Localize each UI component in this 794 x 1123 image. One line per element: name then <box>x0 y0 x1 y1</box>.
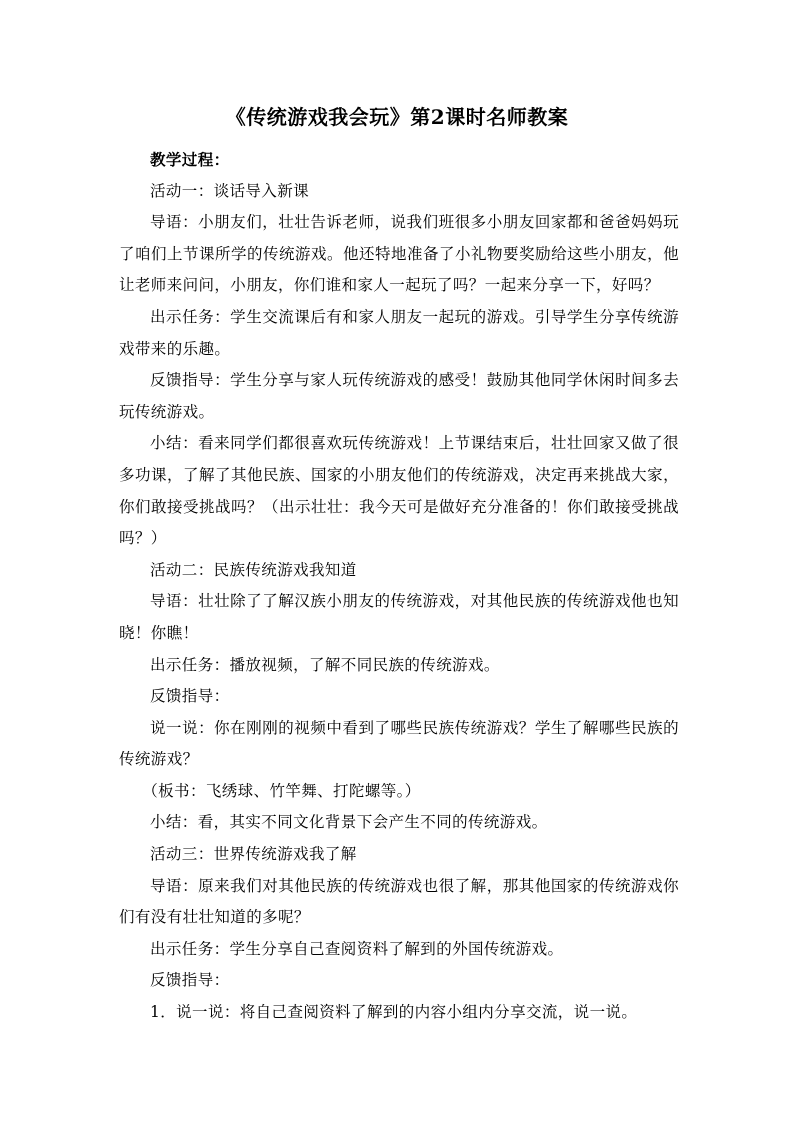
paragraph-discussion-three: 1．说一说：将自己查阅资料了解到的内容小组内分享交流，说一说。 <box>150 1003 638 1022</box>
activity-one-heading: 活动一：谈话导入新课 <box>150 181 310 200</box>
section-heading-teaching-process: 教学过程： <box>150 150 230 169</box>
paragraph-feedback-three: 反馈指导： <box>150 971 230 990</box>
paragraph-intro-speech: 导语：小朋友们，壮壮告诉老师，说我们班很多小朋友回家都和爸爸妈妈玩了咱们上节课所学的传统游戏。他还特地准备了小礼物要奖励给这些小朋友，他让老师来问问，小朋友，你们谁和家人一起玩了吗？一起来分享一下，好吗？ <box>119 213 679 295</box>
paragraph-board-notes: （板书：飞绣球、竹竿舞、打陀螺等。） <box>142 781 421 800</box>
activity-three-heading: 活动三：世界传统游戏我了解 <box>150 845 357 864</box>
document-body <box>119 144 679 1029</box>
document-title: 《传统游戏我会玩》第2课时名师教案 <box>225 105 569 129</box>
paragraph-task-two: 出示任务：播放视频，了解不同民族的传统游戏。 <box>150 655 500 674</box>
paragraph-task-three: 出示任务：学生分享自己查阅资料了解到的外国传统游戏。 <box>150 939 564 958</box>
paragraph-discussion-two: 说一说：你在刚刚的视频中看到了哪些民族传统游戏？学生了解哪些民族的传统游戏？ <box>119 718 679 769</box>
activity-two-heading: 活动二：民族传统游戏我知道 <box>150 560 357 579</box>
paragraph-summary-one: 小结：看来同学们都很喜欢玩传统游戏！上节课结束后，壮壮回家又做了很多功课，了解了其他民族、国家的小朋友他们的传统游戏，决定再来挑战大家，你们敢接受挑战吗？（出示壮壮：我今天可是做好充分准备的！你们敢接受挑战吗？） <box>119 434 679 548</box>
paragraph-intro-two: 导语：壮壮除了了解汉族小朋友的传统游戏，对其他民族的传统游戏他也知晓！你瞧！ <box>119 592 679 642</box>
paragraph-feedback-one: 反馈指导：学生分享与家人玩传统游戏的感受！鼓励其他同学休闲时间多去玩传统游戏。 <box>119 371 679 421</box>
paragraph-summary-two: 小结：看，其实不同文化背景下会产生不同的传统游戏。 <box>150 813 548 832</box>
paragraph-feedback-two: 反馈指导： <box>150 687 230 706</box>
paragraph-task-one: 出示任务：学生交流课后有和家人朋友一起玩的游戏。引导学生分享传统游戏带来的乐趣。 <box>119 307 679 358</box>
paragraph-intro-three: 导语：原来我们对其他民族的传统游戏也很了解，那其他国家的传统游戏你们有没有壮壮知道的多呢？ <box>119 876 679 927</box>
